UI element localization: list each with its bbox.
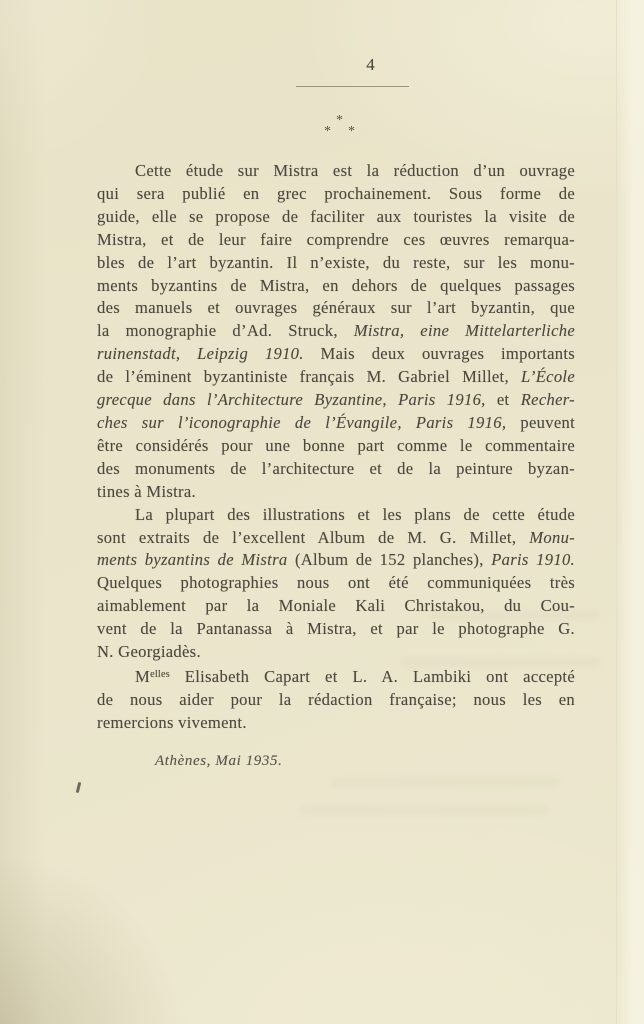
- text-line: [97, 481, 575, 504]
- text-segment: la monographie d’Ad. Struck,: [97, 321, 354, 341]
- verso-show-through: [300, 806, 550, 815]
- text-segment: L’École: [520, 367, 575, 387]
- text-line: [97, 712, 575, 735]
- text-line: [97, 320, 575, 343]
- text-segment: ches sur l’iconographie de l’Évangile, Paris 1916,: [97, 412, 507, 432]
- verso-show-through: [330, 778, 560, 787]
- text-segment: Paris 1910.: [491, 550, 575, 570]
- text-segment: aimablement par la Moniale Kali Christakou, du Cou-: [97, 596, 575, 616]
- text-line: [97, 252, 575, 275]
- text-segment: guide, elle se propose de faciliter aux touristes la visite de: [97, 206, 575, 226]
- stray-ink-mark: [76, 782, 82, 793]
- colophon-dateline: Athènes, Mai 1935.: [155, 753, 283, 769]
- asterisk-icon: *: [348, 124, 355, 139]
- verso-show-through: [400, 657, 600, 667]
- text-line: [97, 572, 575, 595]
- verso-show-through: [430, 610, 600, 620]
- text-line: [97, 549, 575, 572]
- text-line: [97, 206, 575, 229]
- asterisk-icon: *: [324, 124, 331, 139]
- text-segment: ments byzantins de Mistra, en dehors de quelques passages: [97, 275, 575, 295]
- text-segment: Cette étude sur Mistra est la réduction d’un ouvrage: [135, 161, 575, 180]
- text-segment: vent de la Pantanassa à Mistra, et par le photographe G.: [97, 619, 575, 639]
- text-line: [97, 458, 575, 481]
- text-line: [97, 689, 575, 712]
- text-block: [97, 160, 575, 735]
- text-segment: sont extraits de l’excellent Album de M. G. Millet,: [97, 527, 530, 547]
- text-line: [97, 343, 575, 366]
- text-segment: qui sera publié en grec prochainement. Sous forme de: [97, 183, 575, 203]
- text-segment: M: [135, 667, 151, 687]
- text-segment: La plupart des illustrations et les plans de cette étude: [135, 504, 575, 524]
- text-segment: Recher-: [520, 390, 575, 410]
- text-segment: Mistra, et de leur faire comprendre ces œuvres remarqua-: [97, 229, 575, 249]
- page-number-rule: [296, 86, 409, 87]
- text-line: [97, 504, 575, 527]
- asterism-ornament: [322, 114, 362, 142]
- text-line: [97, 275, 575, 298]
- text-segment: (Album de 152 planches),: [294, 550, 492, 570]
- text-line: [97, 297, 575, 320]
- text-segment: Quelques photographies nous ont été communiquées très: [97, 573, 575, 593]
- text-segment: Elisabeth Capart et L. A. Lambiki ont accepté: [169, 667, 575, 687]
- text-segment: grecque dans l’Architecture Byzantine, Paris 1916,: [97, 390, 486, 410]
- text-segment: peuvent: [506, 412, 575, 432]
- text-segment: de l’éminent byzantiniste français M. Gabriel Millet,: [97, 367, 521, 387]
- text-segment: ments byzantins de Mistra: [97, 550, 295, 570]
- text-segment: de nous aider pour la rédaction française; nous les en: [97, 689, 575, 709]
- text-segment: remercions vivement.: [97, 712, 247, 732]
- text-line: [97, 366, 575, 389]
- page-edge-band: [616, 0, 644, 1024]
- text-segment: des manuels et ouvrages généraux sur l’art byzantin, que: [97, 298, 575, 318]
- text-segment: bles de l’art byzantin. Il n’existe, du reste, sur les monu-: [97, 252, 575, 272]
- text-segment: Mais deux ouvrages importants: [303, 344, 576, 364]
- text-segment: N. Georgiadès.: [97, 642, 201, 662]
- text-segment: ruinenstadt, Leipzig 1910.: [97, 344, 304, 364]
- text-line: [97, 618, 575, 641]
- text-segment: et: [485, 390, 521, 410]
- text-line: [97, 389, 575, 412]
- text-line: [97, 435, 575, 458]
- page-number: 4: [366, 55, 376, 74]
- text-line: [97, 160, 575, 183]
- text-segment: Mistra, eine Mittelarterliche: [353, 321, 575, 341]
- text-segment: tines à Mistra.: [97, 481, 196, 501]
- text-segment: des monuments de l’architecture et de la peinture byzan-: [97, 458, 575, 478]
- text-line: [97, 527, 575, 550]
- text-line: [97, 412, 575, 435]
- text-line: [97, 183, 575, 206]
- text-segment: Monu-: [529, 527, 575, 547]
- asterisk-icon: *: [336, 113, 343, 128]
- text-segment: elles: [150, 668, 170, 680]
- text-segment: être considérés pour une bonne part comme le commentaire: [97, 435, 575, 455]
- text-line: [97, 664, 575, 689]
- text-line: [97, 229, 575, 252]
